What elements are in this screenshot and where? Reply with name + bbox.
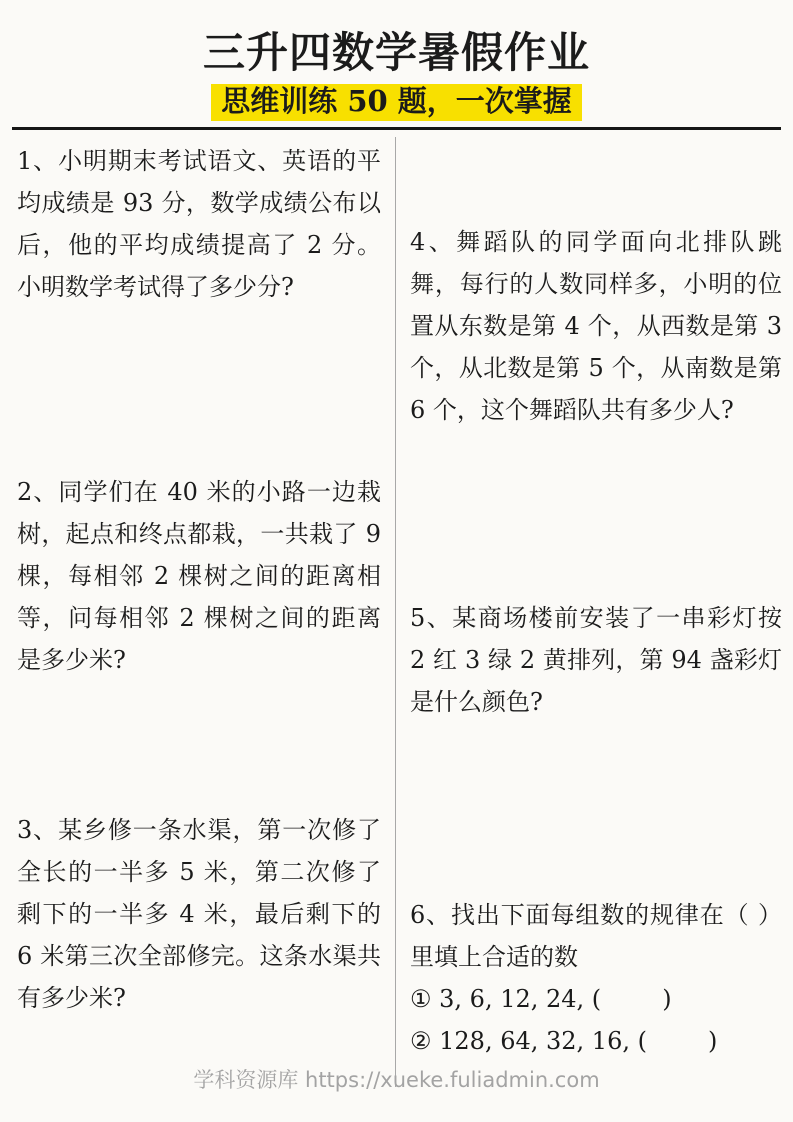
subtitle-highlight: 思维训练 50 题，一次掌握 [211, 84, 582, 121]
footer-watermark: 学科资源库 https://xueke.fuliadmin.com [193, 1068, 600, 1092]
problem-1: 1、小明期末考试语文、英语的平均成绩是 93 分，数学成绩公布以后，他的平均成绩提高了 2 分。小明数学考试得了多少分? [17, 147, 381, 301]
header-rule [12, 127, 781, 130]
problem-4: 4、舞蹈队的同学面向北排队跳舞，每行的人数同样多，小明的位置从东数是第 4 个，从西数是第 3 个，从北数是第 5 个，从南数是第 6 个，这个舞蹈队共有多少人? [410, 228, 782, 424]
problem-6 [410, 894, 782, 1062]
problem-6-item-2: ② 128, 64, 32, 16, ( ) [410, 1027, 718, 1055]
problem-2: 2、同学们在 40 米的小路一边栽树，起点和终点都栽，一共栽了 9 棵，每相邻 2 棵树之间的距离相等，问每相邻 2 棵树之间的距离是多少米? [17, 478, 381, 674]
worksheet-header [0, 26, 793, 121]
column-divider [395, 137, 396, 1087]
problem-6-item-1: ① 3, 6, 12, 24, ( ) [410, 985, 672, 1013]
problem-5: 5、某商场楼前安装了一串彩灯按 2 红 3 绿 2 黄排列，第 94 盏彩灯是什么颜色? [410, 604, 782, 716]
subtitle-row [0, 84, 793, 121]
problem-3: 3、某乡修一条水渠，第一次修了全长的一半多 5 米，第二次修了剩下的一半多 4 米，最后剩下的 6 米第三次全部修完。这条水渠共有多少米? [17, 816, 381, 1012]
page-title: 三升四数学暑假作业 [202, 28, 590, 77]
problem-6-text: 6、找出下面每组数的规律在（ ）里填上合适的数 [410, 901, 782, 971]
